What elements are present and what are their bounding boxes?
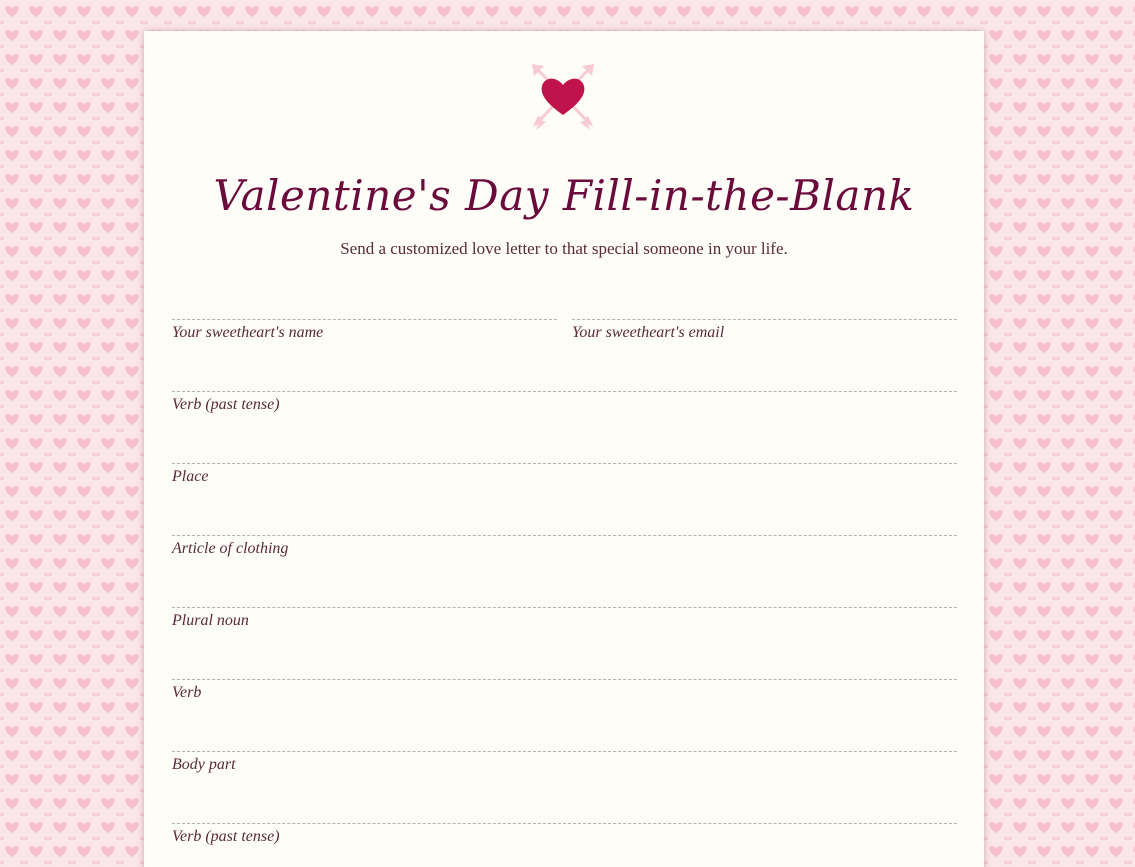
- body-part-field[interactable]: [172, 751, 957, 821]
- field-label: Verb (past tense): [172, 396, 280, 413]
- verb-field[interactable]: [172, 679, 957, 749]
- verb-past-tense-2-field[interactable]: [172, 823, 957, 867]
- body-part-input[interactable]: [172, 752, 957, 821]
- sweetheart-email-input[interactable]: [572, 320, 957, 389]
- field-label: Article of clothing: [172, 540, 289, 557]
- heart-with-crossed-arrows-icon: [528, 60, 598, 132]
- plural-noun-input[interactable]: [172, 608, 957, 677]
- article-of-clothing-field[interactable]: [172, 535, 957, 605]
- sweetheart-name-input[interactable]: [172, 320, 557, 389]
- field-label: Place: [172, 468, 209, 485]
- field-label: Your sweetheart's email: [572, 324, 725, 341]
- page-title: Valentine's Day Fill-in-the-Blank: [213, 171, 915, 220]
- place-input[interactable]: [172, 464, 957, 533]
- verb-past-tense-field[interactable]: [172, 391, 957, 461]
- place-field[interactable]: [172, 463, 957, 533]
- verb-input[interactable]: [172, 680, 957, 749]
- field-label: Plural noun: [172, 612, 249, 629]
- verb-past-tense-2-input[interactable]: [172, 824, 957, 867]
- sweetheart-name-field[interactable]: [172, 319, 557, 389]
- article-of-clothing-input[interactable]: [172, 536, 957, 605]
- field-label: Body part: [172, 756, 236, 773]
- form-card: [144, 31, 984, 867]
- field-label: Your sweetheart's name: [172, 324, 324, 341]
- sweetheart-email-field[interactable]: [572, 319, 957, 389]
- plural-noun-field[interactable]: [172, 607, 957, 677]
- page-subtitle: Send a customized love letter to that special someone in your life.: [340, 239, 788, 258]
- verb-past-tense-input[interactable]: [172, 392, 957, 461]
- field-label: Verb (past tense): [172, 828, 280, 845]
- field-label: Verb: [172, 684, 202, 701]
